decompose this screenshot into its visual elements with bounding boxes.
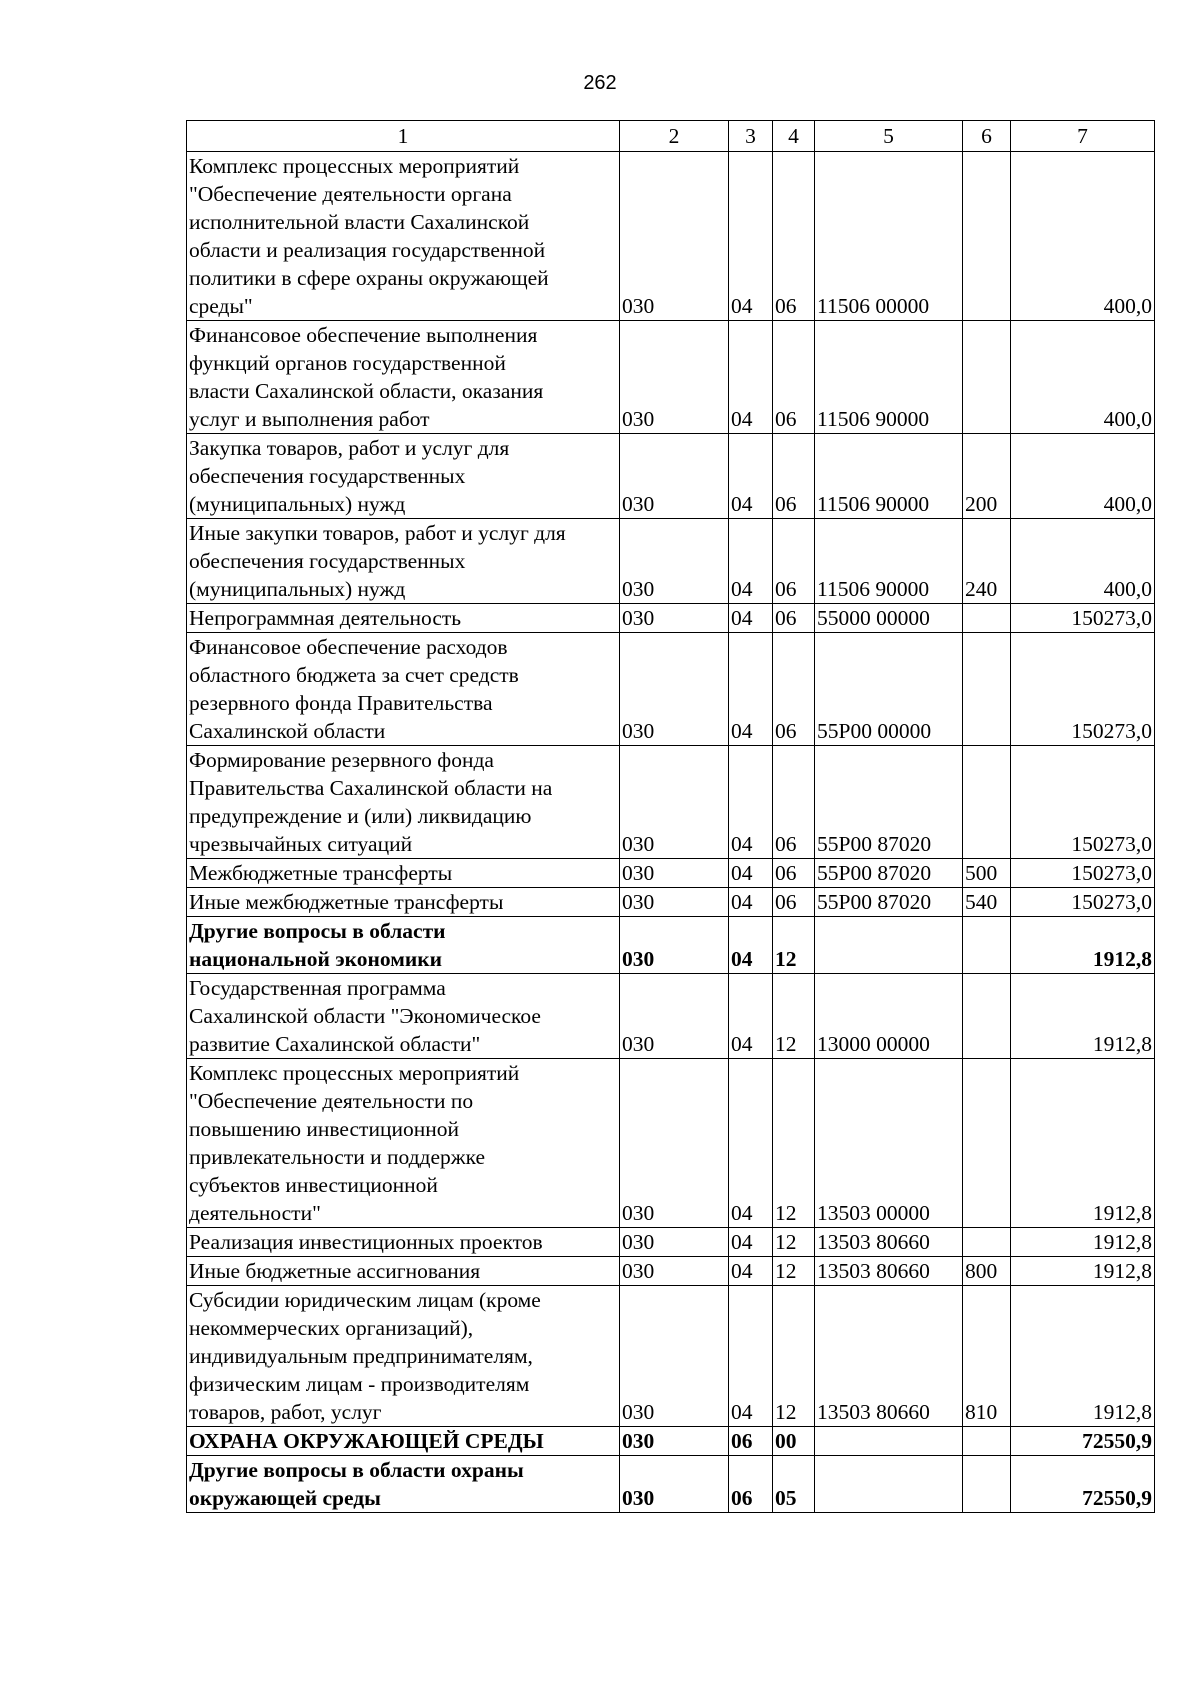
row-grbs-cell: 030 bbox=[620, 1456, 729, 1513]
row-section-cell: 04 bbox=[729, 321, 773, 434]
row-expense-type-cell bbox=[963, 1059, 1011, 1228]
row-subsection-cell: 12 bbox=[773, 1257, 815, 1286]
row-name-cell: Субсидии юридическим лицам (кроме некоммерческих организаций), индивидуальным предпринимателям, физическим лицам - производителям товаров, работ, услуг bbox=[187, 1286, 620, 1427]
budget-table bbox=[186, 120, 1155, 1513]
row-expense-type-cell bbox=[963, 633, 1011, 746]
row-section-cell: 04 bbox=[729, 917, 773, 974]
table-row bbox=[187, 604, 1155, 633]
row-subsection-cell: 12 bbox=[773, 917, 815, 974]
row-target-article-cell bbox=[815, 917, 963, 974]
row-section-cell: 04 bbox=[729, 434, 773, 519]
row-grbs-cell: 030 bbox=[620, 746, 729, 859]
row-grbs-cell: 030 bbox=[620, 1427, 729, 1456]
row-subsection-cell: 06 bbox=[773, 859, 815, 888]
row-subsection-cell: 12 bbox=[773, 1286, 815, 1427]
row-expense-type-cell: 800 bbox=[963, 1257, 1011, 1286]
table-row bbox=[187, 1427, 1155, 1456]
row-subsection-cell: 06 bbox=[773, 519, 815, 604]
row-section-cell: 04 bbox=[729, 974, 773, 1059]
row-target-article-cell: 13503 80660 bbox=[815, 1228, 963, 1257]
row-expense-type-cell bbox=[963, 152, 1011, 321]
row-target-article-cell: 13503 80660 bbox=[815, 1257, 963, 1286]
row-grbs-cell: 030 bbox=[620, 1228, 729, 1257]
row-expense-type-cell: 240 bbox=[963, 519, 1011, 604]
row-grbs-cell: 030 bbox=[620, 859, 729, 888]
row-grbs-cell: 030 bbox=[620, 152, 729, 321]
row-amount-cell: 1912,8 bbox=[1011, 974, 1155, 1059]
table-row bbox=[187, 321, 1155, 434]
column-header: 3 bbox=[729, 121, 773, 152]
row-target-article-cell bbox=[815, 1456, 963, 1513]
row-subsection-cell: 12 bbox=[773, 974, 815, 1059]
row-amount-cell: 150273,0 bbox=[1011, 859, 1155, 888]
row-amount-cell: 1912,8 bbox=[1011, 1059, 1155, 1228]
row-section-cell: 04 bbox=[729, 888, 773, 917]
row-target-article-cell: 55Р00 00000 bbox=[815, 633, 963, 746]
row-grbs-cell: 030 bbox=[620, 917, 729, 974]
table-row bbox=[187, 633, 1155, 746]
table-row bbox=[187, 917, 1155, 974]
row-grbs-cell: 030 bbox=[620, 1059, 729, 1228]
column-number-row bbox=[187, 121, 1155, 152]
column-header: 7 bbox=[1011, 121, 1155, 152]
row-amount-cell: 72550,9 bbox=[1011, 1427, 1155, 1456]
row-grbs-cell: 030 bbox=[620, 1257, 729, 1286]
row-expense-type-cell: 500 bbox=[963, 859, 1011, 888]
row-section-cell: 06 bbox=[729, 1456, 773, 1513]
row-amount-cell: 150273,0 bbox=[1011, 746, 1155, 859]
row-target-article-cell bbox=[815, 1427, 963, 1456]
row-expense-type-cell bbox=[963, 917, 1011, 974]
row-target-article-cell: 11506 00000 bbox=[815, 152, 963, 321]
table-row bbox=[187, 1257, 1155, 1286]
row-section-cell: 04 bbox=[729, 746, 773, 859]
row-name-cell: Комплекс процессных мероприятий "Обеспечение деятельности органа исполнительной власти Сахалинской области и реализация государственной политики в сфере охраны окружающей среды" bbox=[187, 152, 620, 321]
row-section-cell: 04 bbox=[729, 1228, 773, 1257]
table-row bbox=[187, 1228, 1155, 1257]
row-section-cell: 04 bbox=[729, 1257, 773, 1286]
column-header: 1 bbox=[187, 121, 620, 152]
row-amount-cell: 1912,8 bbox=[1011, 1228, 1155, 1257]
row-name-cell: Финансовое обеспечение выполнения функций органов государственной власти Сахалинской области, оказания услуг и выполнения работ bbox=[187, 321, 620, 434]
row-name-cell: ОХРАНА ОКРУЖАЮЩЕЙ СРЕДЫ bbox=[187, 1427, 620, 1456]
row-expense-type-cell bbox=[963, 321, 1011, 434]
row-name-cell: Иные бюджетные ассигнования bbox=[187, 1257, 620, 1286]
row-section-cell: 04 bbox=[729, 604, 773, 633]
row-target-article-cell: 55Р00 87020 bbox=[815, 859, 963, 888]
row-name-cell: Реализация инвестиционных проектов bbox=[187, 1228, 620, 1257]
row-target-article-cell: 11506 90000 bbox=[815, 434, 963, 519]
table-row bbox=[187, 974, 1155, 1059]
row-subsection-cell: 06 bbox=[773, 888, 815, 917]
row-name-cell: Межбюджетные трансферты bbox=[187, 859, 620, 888]
row-name-cell: Комплекс процессных мероприятий "Обеспечение деятельности по повышению инвестиционной привлекательности и поддержке субъектов инвестиционной деятельности" bbox=[187, 1059, 620, 1228]
row-subsection-cell: 06 bbox=[773, 434, 815, 519]
row-section-cell: 04 bbox=[729, 633, 773, 746]
table-row bbox=[187, 888, 1155, 917]
row-amount-cell: 150273,0 bbox=[1011, 604, 1155, 633]
table-row bbox=[187, 152, 1155, 321]
row-amount-cell: 150273,0 bbox=[1011, 888, 1155, 917]
row-expense-type-cell bbox=[963, 1228, 1011, 1257]
row-section-cell: 04 bbox=[729, 1286, 773, 1427]
row-subsection-cell: 12 bbox=[773, 1059, 815, 1228]
table-row bbox=[187, 519, 1155, 604]
row-target-article-cell: 13503 80660 bbox=[815, 1286, 963, 1427]
page-number: 262 bbox=[583, 72, 617, 94]
row-subsection-cell: 00 bbox=[773, 1427, 815, 1456]
row-target-article-cell: 13503 00000 bbox=[815, 1059, 963, 1228]
row-grbs-cell: 030 bbox=[620, 434, 729, 519]
row-amount-cell: 400,0 bbox=[1011, 434, 1155, 519]
table-row bbox=[187, 859, 1155, 888]
row-subsection-cell: 06 bbox=[773, 604, 815, 633]
row-name-cell: Иные закупки товаров, работ и услуг для обеспечения государственных (муниципальных) нужд bbox=[187, 519, 620, 604]
row-target-article-cell: 55000 00000 bbox=[815, 604, 963, 633]
row-expense-type-cell bbox=[963, 1427, 1011, 1456]
table-row bbox=[187, 434, 1155, 519]
row-target-article-cell: 11506 90000 bbox=[815, 519, 963, 604]
row-target-article-cell: 55Р00 87020 bbox=[815, 746, 963, 859]
row-section-cell: 04 bbox=[729, 859, 773, 888]
row-expense-type-cell bbox=[963, 746, 1011, 859]
row-expense-type-cell bbox=[963, 1456, 1011, 1513]
row-name-cell: Формирование резервного фонда Правительства Сахалинской области на предупреждение и (или) ликвидацию чрезвычайных ситуаций bbox=[187, 746, 620, 859]
column-header: 4 bbox=[773, 121, 815, 152]
row-name-cell: Финансовое обеспечение расходов областного бюджета за счет средств резервного фонда Правительства Сахалинской области bbox=[187, 633, 620, 746]
row-grbs-cell: 030 bbox=[620, 519, 729, 604]
row-grbs-cell: 030 bbox=[620, 974, 729, 1059]
row-amount-cell: 1912,8 bbox=[1011, 1257, 1155, 1286]
table-body bbox=[187, 152, 1155, 1513]
row-amount-cell: 400,0 bbox=[1011, 519, 1155, 604]
table-row bbox=[187, 1286, 1155, 1427]
row-target-article-cell: 11506 90000 bbox=[815, 321, 963, 434]
row-amount-cell: 400,0 bbox=[1011, 321, 1155, 434]
row-amount-cell: 72550,9 bbox=[1011, 1456, 1155, 1513]
row-subsection-cell: 06 bbox=[773, 633, 815, 746]
column-header: 6 bbox=[963, 121, 1011, 152]
column-header: 2 bbox=[620, 121, 729, 152]
row-target-article-cell: 55Р00 87020 bbox=[815, 888, 963, 917]
row-name-cell: Закупка товаров, работ и услуг для обеспечения государственных (муниципальных) нужд bbox=[187, 434, 620, 519]
row-name-cell: Другие вопросы в области охраны окружающей среды bbox=[187, 1456, 620, 1513]
row-subsection-cell: 06 bbox=[773, 746, 815, 859]
row-grbs-cell: 030 bbox=[620, 888, 729, 917]
row-name-cell: Другие вопросы в области национальной экономики bbox=[187, 917, 620, 974]
row-section-cell: 04 bbox=[729, 519, 773, 604]
row-amount-cell: 150273,0 bbox=[1011, 633, 1155, 746]
row-target-article-cell: 13000 00000 bbox=[815, 974, 963, 1059]
row-section-cell: 04 bbox=[729, 1059, 773, 1228]
row-amount-cell: 1912,8 bbox=[1011, 917, 1155, 974]
row-expense-type-cell bbox=[963, 974, 1011, 1059]
table-row bbox=[187, 1059, 1155, 1228]
row-section-cell: 06 bbox=[729, 1427, 773, 1456]
row-amount-cell: 400,0 bbox=[1011, 152, 1155, 321]
row-name-cell: Иные межбюджетные трансферты bbox=[187, 888, 620, 917]
row-subsection-cell: 05 bbox=[773, 1456, 815, 1513]
row-expense-type-cell: 810 bbox=[963, 1286, 1011, 1427]
row-grbs-cell: 030 bbox=[620, 321, 729, 434]
row-subsection-cell: 06 bbox=[773, 152, 815, 321]
row-subsection-cell: 06 bbox=[773, 321, 815, 434]
row-expense-type-cell bbox=[963, 604, 1011, 633]
row-expense-type-cell: 540 bbox=[963, 888, 1011, 917]
table-row bbox=[187, 746, 1155, 859]
row-grbs-cell: 030 bbox=[620, 604, 729, 633]
row-amount-cell: 1912,8 bbox=[1011, 1286, 1155, 1427]
table-row bbox=[187, 1456, 1155, 1513]
row-section-cell: 04 bbox=[729, 152, 773, 321]
row-grbs-cell: 030 bbox=[620, 633, 729, 746]
row-name-cell: Непрограммная деятельность bbox=[187, 604, 620, 633]
row-name-cell: Государственная программа Сахалинской области "Экономическое развитие Сахалинской области" bbox=[187, 974, 620, 1059]
row-expense-type-cell: 200 bbox=[963, 434, 1011, 519]
row-subsection-cell: 12 bbox=[773, 1228, 815, 1257]
row-grbs-cell: 030 bbox=[620, 1286, 729, 1427]
column-header: 5 bbox=[815, 121, 963, 152]
